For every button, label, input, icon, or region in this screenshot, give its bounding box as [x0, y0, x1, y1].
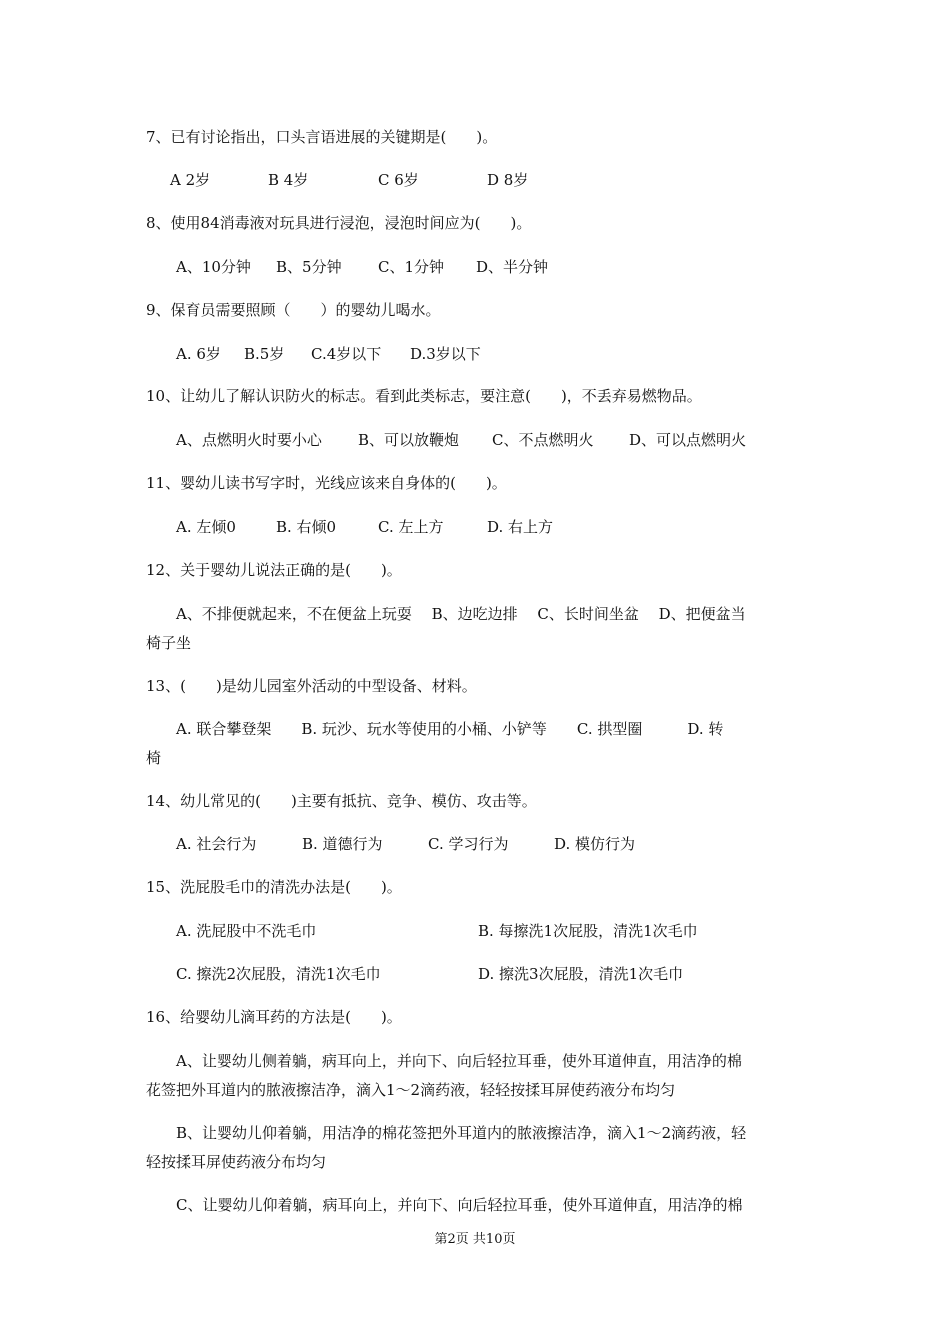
option: D. 右上方	[487, 518, 554, 536]
option: B.5岁	[244, 345, 285, 363]
option-line: 椅子坐	[146, 634, 192, 652]
option: B 4岁	[268, 171, 309, 189]
question-stem: 12、关于婴幼儿说法正确的是( )。	[146, 561, 402, 579]
question-stem: 9、保育员需要照顾（ ）的婴幼儿喝水。	[146, 301, 441, 319]
option: B. 道德行为	[302, 835, 383, 853]
question-stem: 15、洗屁股毛巾的清洗办法是( )。	[146, 878, 402, 896]
option: B、5分钟	[276, 258, 342, 276]
question-stem: 10、让幼儿了解认识防火的标志。看到此类标志，要注意( )，不丢弃易燃物品。	[146, 387, 702, 405]
option-line: B、让婴幼儿仰着躺，用洁净的棉花签把外耳道内的脓液擦洁净，滴入1～2滴药液，轻	[176, 1124, 747, 1142]
question-stem: 11、婴幼儿读书写字时，光线应该来自身体的( )。	[146, 474, 507, 492]
option: D. 模仿行为	[554, 835, 636, 853]
option: C. 学习行为	[428, 835, 509, 853]
option: B. 右倾0	[276, 518, 337, 536]
option: B. 每擦洗1次屁股，清洗1次毛巾	[478, 922, 698, 940]
option: A 2岁	[170, 171, 211, 189]
option: C、1分钟	[378, 258, 445, 276]
option: C、不点燃明火	[492, 431, 594, 449]
question-stem: 7、已有讨论指出，口头言语进展的关键期是( )。	[146, 128, 498, 146]
option: D.3岁以下	[410, 345, 481, 363]
option: A. 社会行为	[176, 835, 257, 853]
option: A、点燃明火时要小心	[176, 431, 322, 449]
question-stem: 8、使用84消毒液对玩具进行浸泡，浸泡时间应为( )。	[146, 214, 532, 232]
question-stem: 16、给婴幼儿滴耳药的方法是( )。	[146, 1008, 402, 1026]
question-stem: 13、( )是幼儿园室外活动的中型设备、材料。	[146, 677, 477, 695]
option-line: 花签把外耳道内的脓液擦洁净，滴入1～2滴药液，轻轻按揉耳屏使药液分布均匀	[146, 1081, 676, 1099]
option-line: C、让婴幼儿仰着躺，病耳向上，并向下、向后轻拉耳垂，使外耳道伸直，用洁净的棉	[176, 1196, 743, 1214]
option: A、10分钟	[176, 258, 251, 276]
question-stem: 14、幼儿常见的( )主要有抵抗、竞争、模仿、攻击等。	[146, 792, 537, 810]
option: C 6岁	[378, 171, 419, 189]
option-line: A、让婴幼儿侧着躺，病耳向上，并向下、向后轻拉耳垂，使外耳道伸直，用洁净的棉	[176, 1052, 742, 1070]
option: A. 6岁	[176, 345, 221, 363]
option: B、可以放鞭炮	[358, 431, 460, 449]
option-line: A、不排便就起来，不在便盆上玩耍 B、边吃边排 C、长时间坐盆 D、把便盆当	[176, 605, 746, 623]
option-line: 轻按揉耳屏使药液分布均匀	[146, 1153, 327, 1171]
option: D 8岁	[487, 171, 529, 189]
option: D、半分钟	[476, 258, 549, 276]
option: C.4岁以下	[311, 345, 382, 363]
option-line: 椅	[146, 749, 162, 767]
option-line: A. 联合攀登架 B. 玩沙、玩水等使用的小桶、小铲等 C. 拱型圈 D. 转	[176, 720, 724, 738]
option: C. 左上方	[378, 518, 444, 536]
option: C. 擦洗2次屁股，清洗1次毛巾	[176, 965, 381, 983]
option: D. 擦洗3次屁股，清洗1次毛巾	[478, 965, 684, 983]
option: A. 洗屁股中不洗毛巾	[176, 922, 317, 940]
option: D、可以点燃明火	[629, 431, 747, 449]
option: A. 左倾0	[176, 518, 236, 536]
page-footer: 第2页 共10页	[434, 1232, 516, 1247]
